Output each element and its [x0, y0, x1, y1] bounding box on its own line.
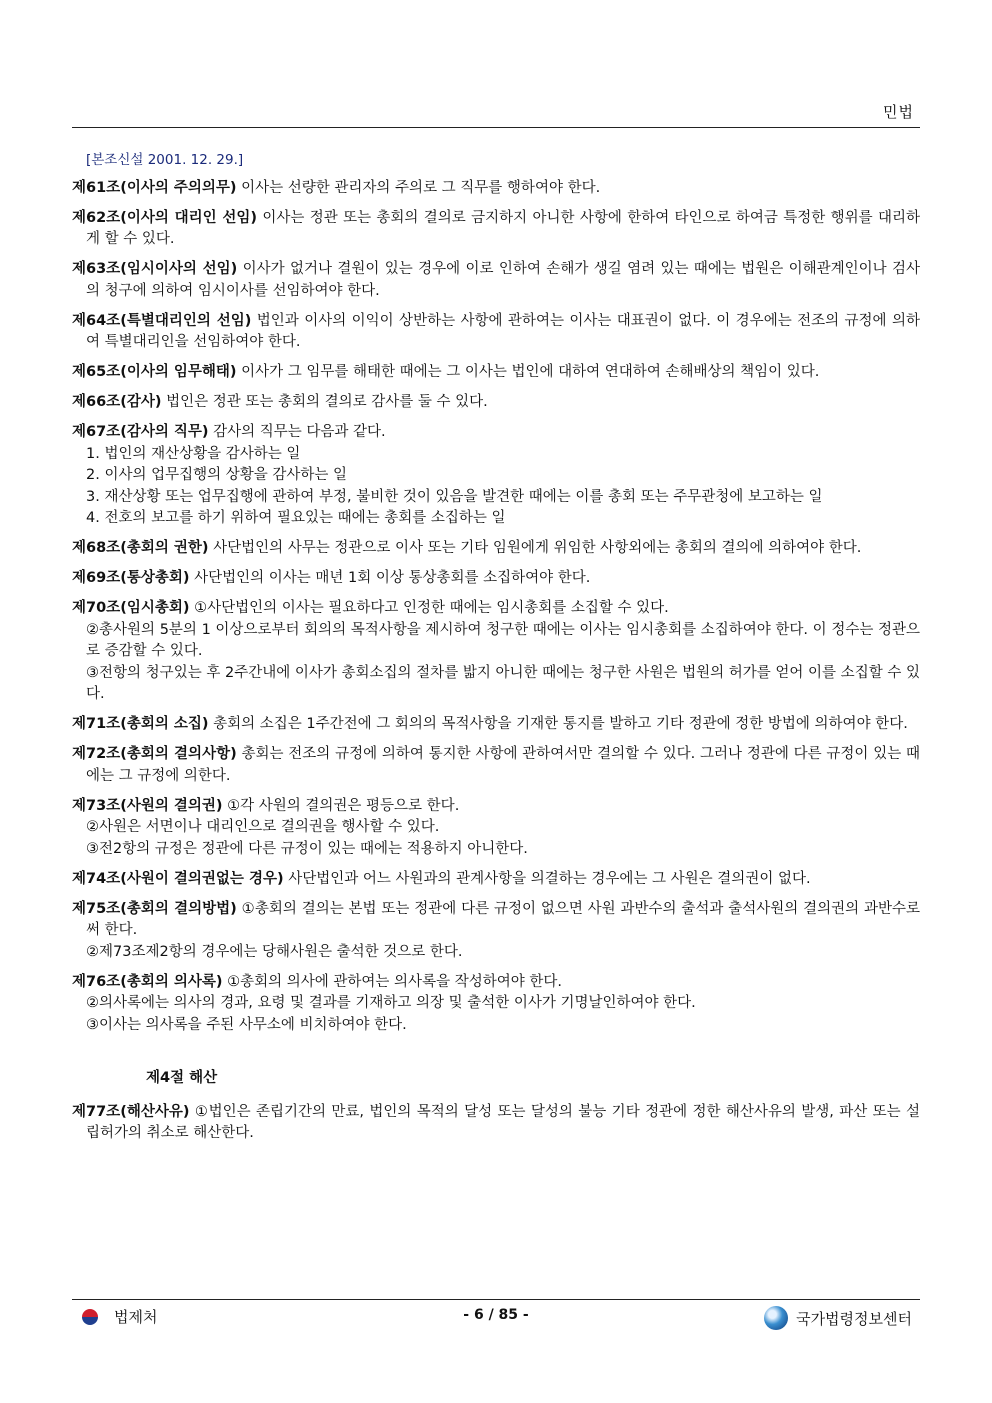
- article-first-line: [72, 796, 920, 818]
- article-item: 1. 법인의 재산상황을 감사하는 일: [86, 445, 301, 462]
- articles-group-b: [72, 538, 920, 1036]
- article-paragraph: ②사원은 서면이나 대리인으로 결의권을 행사할 수 있다.: [86, 819, 440, 835]
- article-first-line: [72, 598, 920, 620]
- article-text: ①총회의 의사에 관하여는 의사록을 작성하여야 한다.: [222, 973, 562, 990]
- article-title: 제76조(총회의 의사록): [72, 973, 223, 990]
- article: [72, 362, 920, 384]
- article: [72, 598, 920, 706]
- article: [72, 311, 920, 354]
- article-first-line: [72, 311, 920, 354]
- article-title: 제63조(임시이사의 선임): [72, 261, 238, 277]
- articles-group-a: [72, 178, 920, 414]
- article-title: 제68조(총회의 권한): [72, 540, 209, 556]
- article-title: 제66조(감사): [72, 394, 162, 410]
- article-text: 사단법인의 이사는 매년 1회 이상 통상총회를 소집하여야 한다.: [189, 570, 591, 586]
- article-paragraph: ②의사록에는 의사의 경과, 요령 및 결과를 기재하고 의장 및 출석한 이사가 기명날인하여야 한다.: [86, 995, 696, 1011]
- article-first-line: [72, 744, 920, 787]
- article: [72, 796, 920, 861]
- article-title: 제73조(사원의 결의권): [72, 797, 223, 814]
- article-title: 제62조(이사의 대리인 선임): [72, 209, 258, 226]
- article-text: 이사는 정관 또는 총회의 결의로 금지하지 아니한 사항에 한하여 타인으로 하여금 특정한 행위를 대리하게 할 수 있다.: [86, 209, 920, 247]
- article-title: 제69조(통상총회): [72, 570, 190, 586]
- article: [72, 744, 920, 787]
- article-title: 제77조(해산사유): [72, 1103, 190, 1120]
- article-first-line: [72, 538, 920, 560]
- article-first-line: [72, 362, 920, 384]
- article-title: 제72조(총회의 결의사항): [72, 746, 237, 762]
- page-number: - 6 / 85 -: [463, 1307, 529, 1323]
- article-first-line: [72, 208, 920, 251]
- article-text: 총회는 전조의 규정에 의하여 통지한 사항에 관하여서만 결의할 수 있다. 그러나 정관에 다른 규정이 있는 때에는 그 규정에 의한다.: [86, 746, 921, 784]
- article-text: 총회의 소집은 1주간전에 그 회의의 목적사항을 기재한 통지를 발하고 기타 정관에 정한 방법에 의하여야 한다.: [208, 716, 908, 732]
- article-text: 사단법인의 사무는 정관으로 이사 또는 기타 임원에게 위임한 사항외에는 총회의 결의에 의하여야 한다.: [208, 540, 862, 556]
- article-first-line: [72, 392, 920, 414]
- article-first-line: [72, 568, 920, 590]
- header-title: 민법: [883, 103, 914, 121]
- article-text: ①사단법인의 이사는 필요하다고 인정한 때에는 임시총회를 소집할 수 있다.: [189, 600, 669, 616]
- footer-org: 법제처: [114, 1308, 158, 1326]
- article-title: 제64조(특별대리인의 선임): [72, 312, 252, 329]
- header-rule: [72, 127, 920, 128]
- footer-rule: [72, 1299, 920, 1300]
- footer-right: [764, 1306, 912, 1330]
- article: [72, 259, 920, 302]
- article-paragraph: ③전2항의 규정은 정관에 다른 규정이 있는 때에는 적용하지 아니한다.: [86, 840, 528, 857]
- footer-center-name: 국가법령정보센터: [796, 1309, 912, 1328]
- article-text: 이사는 선량한 관리자의 주의로 그 직무를 행하여야 한다.: [236, 179, 601, 196]
- article: [72, 714, 920, 736]
- article-paragraph: ③이사는 의사록을 주된 사무소에 비치하여야 한다.: [86, 1016, 407, 1033]
- article-first-line: [72, 899, 920, 942]
- article-first-line: [72, 259, 920, 302]
- article: [72, 869, 920, 891]
- document-body: [72, 150, 920, 1153]
- article-title: 제71조(총회의 소집): [72, 716, 209, 732]
- globe-logo-icon: [764, 1306, 788, 1330]
- article-text: 이사가 없거나 결원이 있는 경우에 이로 인하여 손해가 생길 염려 있는 때에는 법원은 이해관계인이나 검사의 청구에 의하여 임시이사를 선임하여야 한다.: [86, 261, 920, 299]
- article-item: 2. 이사의 업무집행의 상황을 감사하는 일: [86, 467, 347, 483]
- article-text: 법인은 정관 또는 총회의 결의로 감사를 둘 수 있다.: [161, 394, 488, 410]
- article: [72, 568, 920, 590]
- article-title: 제65조(이사의 임무해태): [72, 364, 237, 380]
- article: [72, 972, 920, 1037]
- article-first-line: [72, 972, 920, 994]
- article-text: 이사가 그 임무를 해태한 때에는 그 이사는 법인에 대하여 연대하여 손해배상의 책임이 있다.: [236, 364, 820, 380]
- article: [72, 178, 920, 200]
- article-title: 제70조(임시총회): [72, 600, 190, 616]
- section-title: 제4절 해산: [146, 1070, 218, 1086]
- article-text: 감사의 직무는 다음과 같다.: [208, 424, 386, 440]
- article-first-line: [72, 714, 920, 736]
- article-text: 사단법인과 어느 사원과의 관계사항을 의결하는 경우에는 그 사원은 결의권이 없다.: [283, 870, 811, 887]
- article-text: ①총회의 결의는 본법 또는 정관에 다른 규정이 없으면 사원 과반수의 출석과 출석사원의 결의권의 과반수로써 한다.: [86, 900, 921, 938]
- article-title: 제67조(감사의 직무): [72, 424, 209, 440]
- article-first-line: [72, 178, 920, 200]
- amendment-note: [본조신설 2001. 12. 29.]: [86, 152, 244, 168]
- article-paragraph: ③전항의 청구있는 후 2주간내에 이사가 총회소집의 절차를 밟지 아니한 때에는 청구한 사원은 법원의 허가를 얻어 이를 소집할 수 있다.: [86, 664, 920, 702]
- article-77: [72, 1102, 920, 1145]
- page-footer: [72, 1306, 920, 1330]
- article: [72, 208, 920, 251]
- article-item: 3. 재산상황 또는 업무집행에 관하여 부정, 불비한 것이 있음을 발견한 때에는 이를 총회 또는 주무관청에 보고하는 일: [86, 488, 823, 505]
- article: [72, 392, 920, 414]
- article: [72, 899, 920, 964]
- article-title: 제75조(총회의 결의방법): [72, 900, 237, 917]
- article-text: ①각 사원의 결의권은 평등으로 한다.: [222, 797, 460, 814]
- article-paragraph: ②총사원의 5분의 1 이상으로부터 회의의 목적사항을 제시하여 청구한 때에는 이사는 임시총회를 소집하여야 한다. 이 정수는 정관으로 증감할 수 있다.: [86, 621, 920, 659]
- article-title: 제61조(이사의 주의의무): [72, 179, 237, 196]
- article: [72, 538, 920, 560]
- article-text: ①법인은 존립기간의 만료, 법인의 목적의 달성 또는 달성의 불능 기타 정관에 정한 해산사유의 발생, 파산 또는 설립허가의 취소로 해산한다.: [86, 1103, 920, 1141]
- article-paragraph: ②제73조제2항의 경우에는 당해사원은 출석한 것으로 한다.: [86, 943, 463, 960]
- article-title: 제74조(사원이 결의권없는 경우): [72, 870, 284, 887]
- article-text: 법인과 이사의 이익이 상반하는 사항에 관하여는 이사는 대표권이 없다. 이 경우에는 전조의 규정에 의하여 특별대리인을 선임하여야 한다.: [86, 312, 920, 350]
- article-67: [72, 422, 920, 530]
- article-item: 4. 전호의 보고를 하기 위하여 필요있는 때에는 총회를 소집하는 일: [86, 510, 506, 526]
- article-first-line: [72, 869, 920, 891]
